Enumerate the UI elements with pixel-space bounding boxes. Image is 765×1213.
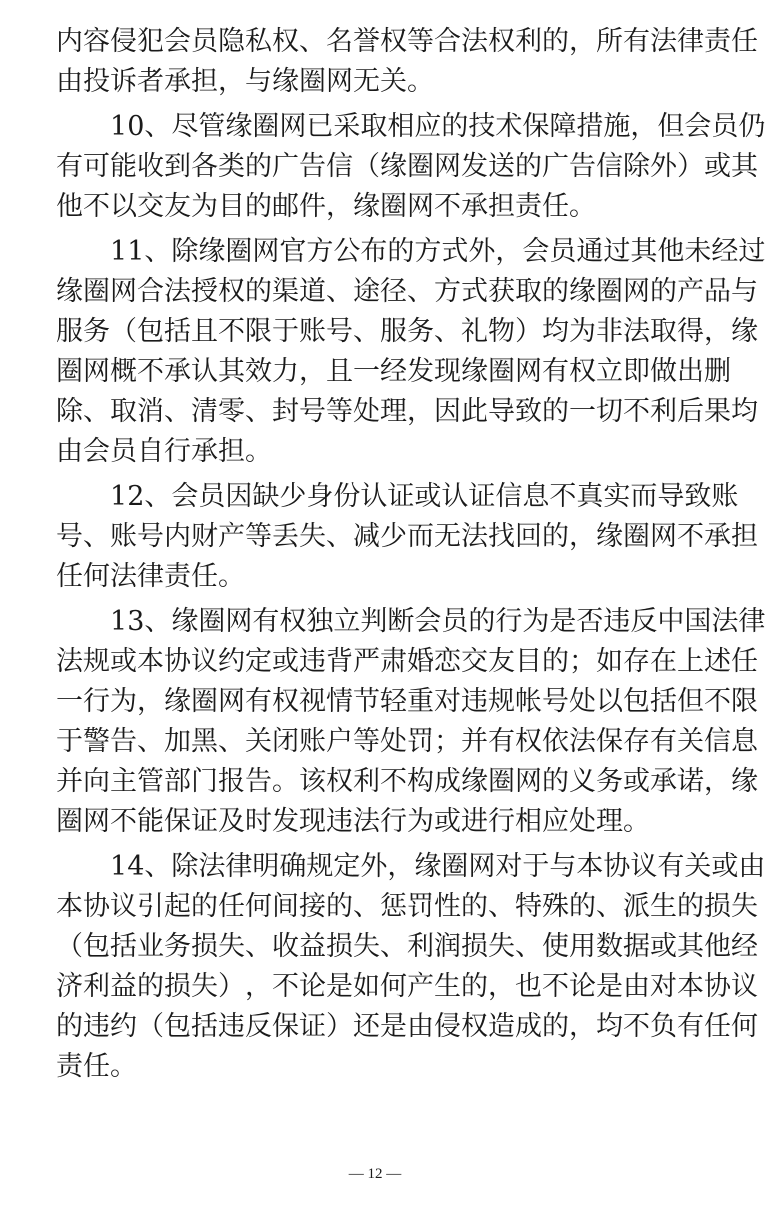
text-line: 除 、 取 消 、 清 零 、 封 号 等 处 理 ， 因 此 导 致 的 一 切 不 利 后 果 均 bbox=[56, 396, 758, 427]
text-line: 法 规 或 本 协 议 约 定 或 违 背 严 肃 婚 恋 交 友 目 的 ； 如 存 在 上 述 任 bbox=[56, 646, 758, 677]
text-line: 有 可 能 收 到 各 类 的 广 告 信 （ 缘 圈 网 发 送 的 广 告 信 除 外 ） 或 其 bbox=[56, 151, 758, 182]
text-line: 1 0 、 尽 管 缘 圈 网 已 采 取 相 应 的 技 术 保 障 措 施 ， 但 会 员 仍 bbox=[110, 111, 765, 142]
text-line: 号 、 账 号 内 财 产 等 丢 失 、 减 少 而 无 法 找 回 的 ， 缘 圈 网 不 承 担 bbox=[56, 521, 758, 552]
text-line: 于 警 告 、 加 黑 、 关 闭 账 户 等 处 罚 ； 并 有 权 依 法 保 存 有 关 信 息 bbox=[56, 726, 758, 757]
text-line: 圈网不能保证及时发现违法行为或进行相应处理。 bbox=[56, 806, 650, 837]
text-line: 济 利 益 的 损 失 ） ， 不 论 是 如 何 产 生 的 ， 也 不 论 是 由 对 本 协 议 bbox=[56, 971, 758, 1002]
text-line: 圈 网 概 不 承 认 其 效 力 ， 且 一 经 发 现 缘 圈 网 有 权 立 即 做 出 删 bbox=[56, 356, 731, 387]
text-line: 他不以交友为目的邮件，缘圈网不承担责任。 bbox=[56, 191, 596, 222]
text-line: 由投诉者承担，与缘圈网无关。 bbox=[56, 66, 434, 97]
text-line: 并 向 主 管 部 门 报 告 。 该 权 利 不 构 成 缘 圈 网 的 义 务 或 承 诺 ， 缘 bbox=[56, 766, 758, 797]
text-line: 责任。 bbox=[56, 1051, 137, 1082]
text-line: 1 2 、 会 员 因 缺 少 身 份 认 证 或 认 证 信 息 不 真 实 而 导 致 账 bbox=[110, 481, 739, 512]
text-line: 服 务 （ 包 括 且 不 限 于 账 号 、 服 务 、 礼 物 ） 均 为 非 法 取 得 ， 缘 bbox=[56, 316, 758, 347]
document-body bbox=[56, 22, 765, 1087]
text-line: 1 4 、 除 法 律 明 确 规 定 外 ， 缘 圈 网 对 于 与 本 协 议 有 关 或 由 bbox=[110, 851, 765, 882]
text-line: 缘 圈 网 合 法 授 权 的 渠 道 、 途 径 、 方 式 获 取 的 缘 圈 网 的 产 品 与 bbox=[56, 276, 758, 307]
text-line: 1 3 、 缘 圈 网 有 权 独 立 判 断 会 员 的 行 为 是 否 违 反 中 国 法 律 bbox=[110, 606, 765, 637]
text-line: 本 协 议 引 起 的 任 何 间 接 的 、 惩 罚 性 的 、 特 殊 的 、 派 生 的 损 失 bbox=[56, 891, 758, 922]
text-line: （ 包 括 业 务 损 失 、 收 益 损 失 、 利 润 损 失 、 使 用 数 据 或 其 他 经 bbox=[56, 931, 758, 962]
text-line: 的 违 约 （ 包 括 违 反 保 证 ） 还 是 由 侵 权 造 成 的 ， 均 不 负 有 任 何 bbox=[56, 1011, 758, 1042]
text-line: 一 行 为 ， 缘 圈 网 有 权 视 情 节 轻 重 对 违 规 帐 号 处 以 包 括 但 不 限 bbox=[56, 686, 758, 717]
text-line: 由会员自行承担。 bbox=[56, 436, 272, 467]
text-line: 任何法律责任。 bbox=[56, 561, 245, 592]
page-number: — 12 — bbox=[348, 1166, 402, 1182]
text-line: 内 容 侵 犯 会 员 隐 私 权 、 名 誉 权 等 合 法 权 利 的 ， 所 有 法 律 责 任 bbox=[56, 26, 758, 57]
text-line: 1 1 、 除 缘 圈 网 官 方 公 布 的 方 式 外 ， 会 员 通 过 其 他 未 经 过 bbox=[110, 236, 765, 267]
